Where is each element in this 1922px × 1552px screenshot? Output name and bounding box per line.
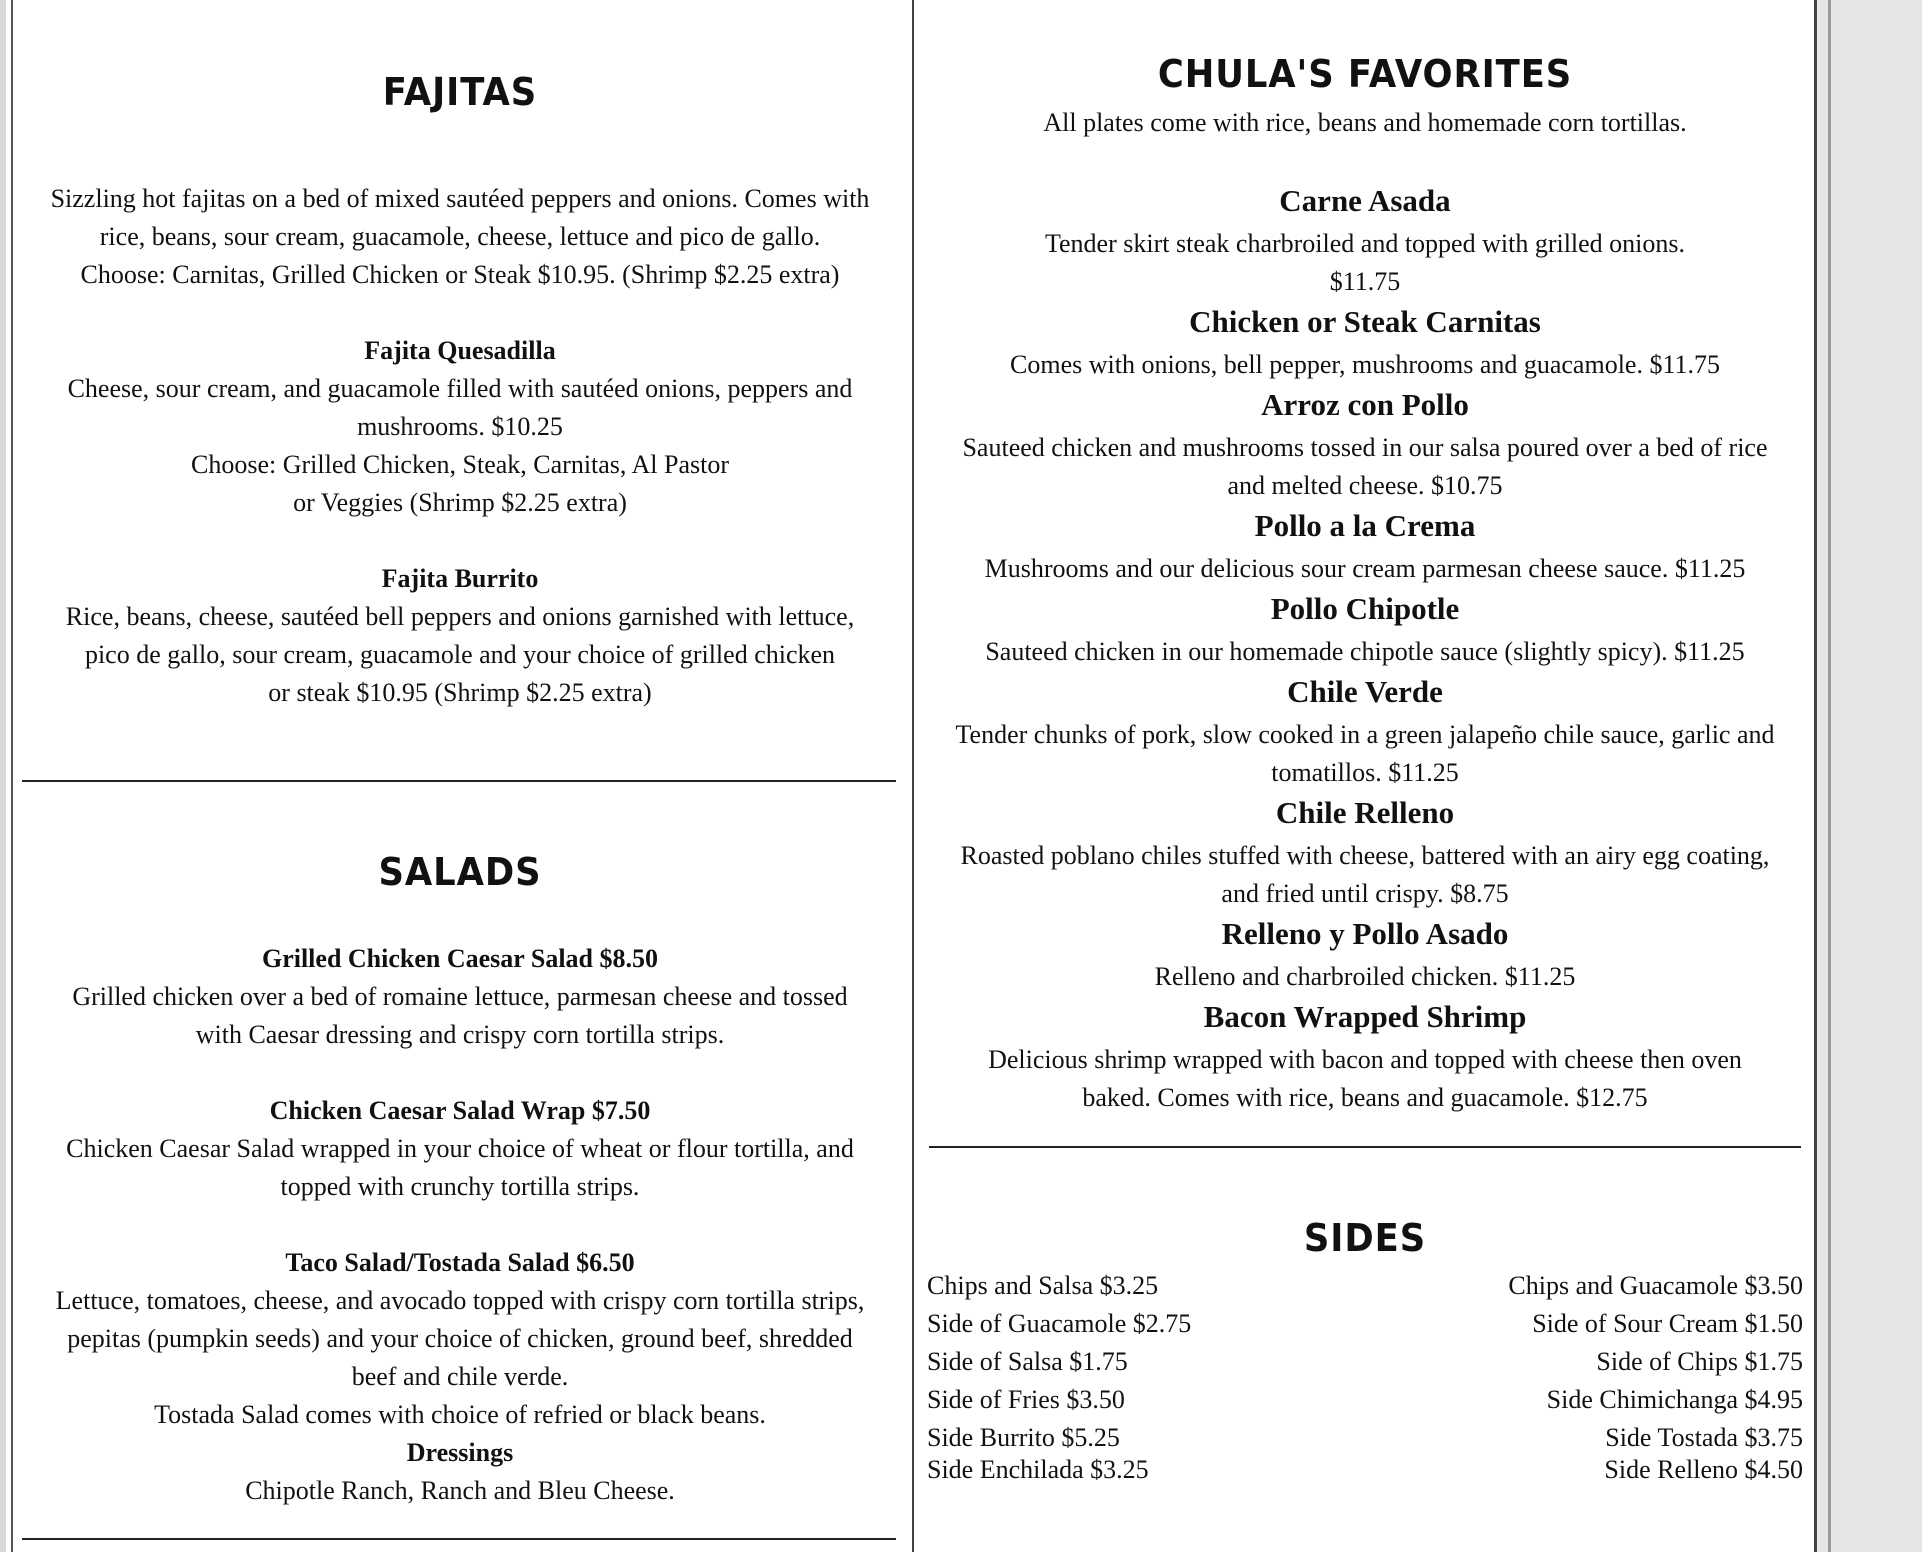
column-divider bbox=[912, 0, 914, 1552]
menu-item-name: Pollo Chipotle bbox=[1270, 591, 1460, 626]
menu-item-name: Fajita Burrito bbox=[381, 564, 539, 593]
menu-item-desc: Sauteed chicken and mushrooms tossed in our salsa poured over a bed of rice bbox=[962, 433, 1768, 462]
menu-item-name: Carne Asada bbox=[1279, 183, 1451, 218]
scrollbar-track[interactable] bbox=[1817, 0, 1922, 1552]
menu-item-desc: Tender skirt steak charbroiled and topped with grilled onions. bbox=[1044, 229, 1686, 258]
fajitas-intro-line: Sizzling hot fajitas on a bed of mixed sautéed peppers and onions. Comes with bbox=[50, 184, 870, 213]
menu-item-name: Fajita Quesadilla bbox=[364, 336, 556, 365]
menu-item-desc: tomatillos. $11.25 bbox=[1271, 758, 1459, 787]
menu-item-desc: Choose: Grilled Chicken, Steak, Carnitas, Al Pastor bbox=[191, 450, 729, 479]
fajitas-intro-line: Choose: Carnitas, Grilled Chicken or Steak $10.95. (Shrimp $2.25 extra) bbox=[80, 260, 840, 289]
menu-item-name: Relleno y Pollo Asado bbox=[1221, 916, 1509, 951]
fajitas-intro-line: rice, beans, sour cream, guacamole, cheese, lettuce and pico de gallo. bbox=[99, 222, 821, 251]
side-item: Side of Guacamole $2.75 bbox=[927, 1309, 1192, 1338]
fajitas-heading: FAJITAS bbox=[382, 70, 538, 114]
menu-item-desc: or Veggies (Shrimp $2.25 extra) bbox=[293, 488, 627, 517]
side-item: Side of Chips $1.75 bbox=[1596, 1347, 1803, 1376]
menu-item-name: Chicken or Steak Carnitas bbox=[1189, 304, 1541, 339]
sides-right-column bbox=[1508, 1267, 1803, 1489]
salads-heading: SALADS bbox=[378, 850, 542, 894]
menu-item-desc: or steak $10.95 (Shrimp $2.25 extra) bbox=[268, 678, 652, 707]
side-item: Side Enchilada $3.25 bbox=[927, 1455, 1149, 1484]
dressings-label: Dressings bbox=[406, 1438, 514, 1467]
menu-item-desc: Sauteed chicken in our homemade chipotle sauce (slightly spicy). $11.25 bbox=[985, 637, 1745, 666]
menu-item-desc: baked. Comes with rice, beans and guacamole. $12.75 bbox=[1082, 1083, 1648, 1112]
side-item: Side Chimichanga $4.95 bbox=[1546, 1385, 1803, 1414]
side-item: Side Tostada $3.75 bbox=[1605, 1423, 1803, 1452]
menu-item-desc: Rice, beans, cheese, sautéed bell peppers and onions garnished with lettuce, bbox=[65, 602, 855, 631]
menu-item-name: Grilled Chicken Caesar Salad $8.50 bbox=[261, 944, 659, 973]
favorites-subtitle: All plates come with rice, beans and homemade corn tortillas. bbox=[1043, 108, 1687, 137]
side-item: Side of Sour Cream $1.50 bbox=[1532, 1309, 1803, 1338]
sides-heading: SIDES bbox=[1303, 1216, 1427, 1260]
side-item: Side of Fries $3.50 bbox=[927, 1385, 1125, 1414]
menu-item-name: Taco Salad/Tostada Salad $6.50 bbox=[285, 1248, 635, 1277]
menu-item-desc: Cheese, sour cream, and guacamole filled with sautéed onions, peppers and bbox=[67, 374, 853, 403]
menu-item-name: Arroz con Pollo bbox=[1261, 387, 1469, 422]
section-rule bbox=[22, 780, 896, 782]
menu-item-desc: beef and chile verde. bbox=[351, 1362, 569, 1391]
menu-item-desc: pico de gallo, sour cream, guacamole and your choice of grilled chicken bbox=[84, 640, 836, 669]
menu-item-desc: topped with crunchy tortilla strips. bbox=[280, 1172, 640, 1201]
section-rule bbox=[22, 1538, 896, 1540]
scrollbar-edge bbox=[1828, 0, 1831, 1552]
favorites-heading: CHULA'S FAVORITES bbox=[1157, 52, 1573, 96]
menu-item-desc: and fried until crispy. $8.75 bbox=[1221, 879, 1509, 908]
dressings-text: Chipotle Ranch, Ranch and Bleu Cheese. bbox=[245, 1476, 675, 1505]
menu-item-name: Chile Relleno bbox=[1275, 795, 1455, 830]
menu-item-desc: Delicious shrimp wrapped with bacon and topped with cheese then oven bbox=[988, 1045, 1742, 1074]
menu-item-desc: Lettuce, tomatoes, cheese, and avocado topped with crispy corn tortilla strips, bbox=[55, 1286, 865, 1315]
menu-item-desc: Mushrooms and our delicious sour cream parmesan cheese sauce. $11.25 bbox=[984, 554, 1746, 583]
sides-left-column bbox=[927, 1267, 1191, 1489]
menu-item-desc: Relleno and charbroiled chicken. $11.25 bbox=[1154, 962, 1576, 991]
menu-item-desc: Chicken Caesar Salad wrapped in your choice of wheat or flour tortilla, and bbox=[66, 1134, 854, 1163]
menu-item-desc: Comes with onions, bell pepper, mushrooms and guacamole. $11.75 bbox=[1010, 350, 1720, 379]
menu-item-desc: Tostada Salad comes with choice of refried or black beans. bbox=[154, 1400, 766, 1429]
side-item: Side of Salsa $1.75 bbox=[927, 1347, 1128, 1376]
menu-item-desc: pepitas (pumpkin seeds) and your choice of chicken, ground beef, shredded bbox=[67, 1324, 853, 1353]
side-item: Chips and Guacamole $3.50 bbox=[1508, 1271, 1803, 1300]
menu-item-name: Bacon Wrapped Shrimp bbox=[1203, 999, 1527, 1034]
menu-item-desc: mushrooms. $10.25 bbox=[357, 412, 563, 441]
menu-item-desc: $11.75 bbox=[1329, 267, 1401, 296]
menu-item-desc: with Caesar dressing and crispy corn tortilla strips. bbox=[195, 1020, 725, 1049]
page-edge bbox=[0, 0, 6, 1552]
side-item: Side Burrito $5.25 bbox=[927, 1423, 1120, 1452]
menu-item-name: Chicken Caesar Salad Wrap $7.50 bbox=[269, 1096, 651, 1125]
menu-item-name: Pollo a la Crema bbox=[1254, 508, 1476, 543]
menu-item-desc: Roasted poblano chiles stuffed with cheese, battered with an airy egg coating, bbox=[960, 841, 1770, 870]
menu-item-desc: Tender chunks of pork, slow cooked in a green jalapeño chile sauce, garlic and bbox=[955, 720, 1775, 749]
section-rule bbox=[929, 1146, 1801, 1148]
menu-item-name: Chile Verde bbox=[1287, 674, 1443, 709]
side-item: Chips and Salsa $3.25 bbox=[927, 1271, 1159, 1300]
page-border-left bbox=[11, 0, 13, 1552]
menu-item-desc: Grilled chicken over a bed of romaine lettuce, parmesan cheese and tossed bbox=[72, 982, 848, 1011]
side-item: Side Relleno $4.50 bbox=[1604, 1455, 1803, 1484]
menu-item-desc: and melted cheese. $10.75 bbox=[1227, 471, 1503, 500]
